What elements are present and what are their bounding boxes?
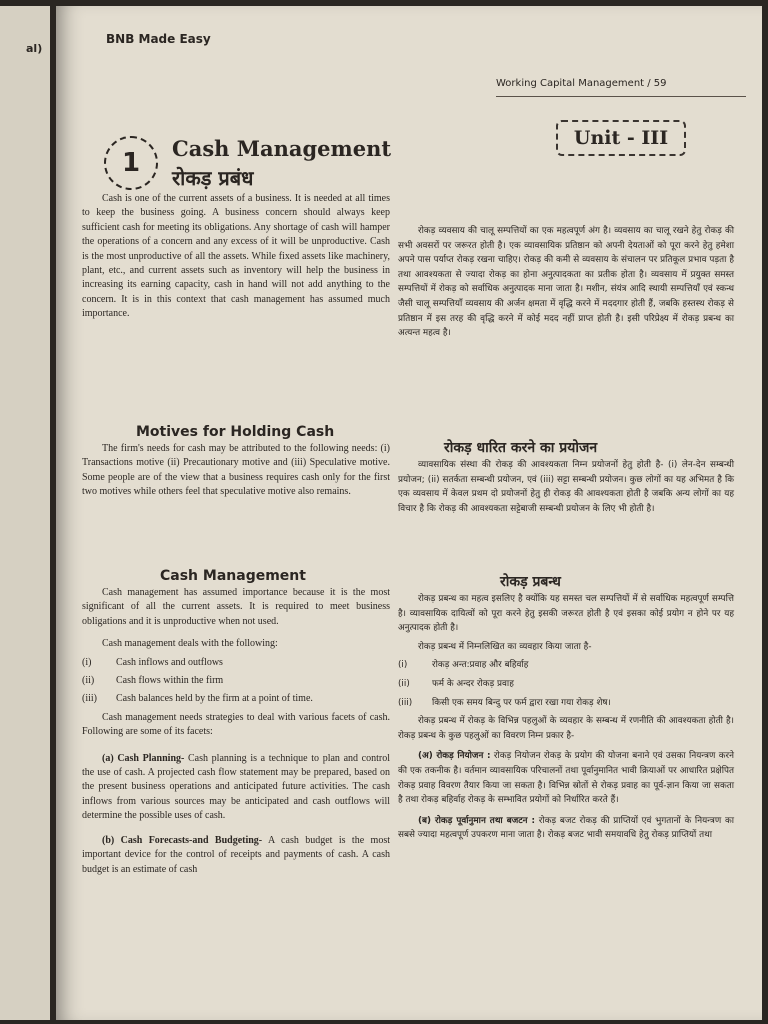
- list-item: [398, 658, 734, 673]
- motives-paragraph: The firm's needs for cash may be attributed to the following needs: (i) Transactions motive (ii) Precautionary motive and (iii) Speculative motive. Some people are of the view that a business requires cash only for the first two motives while others feel that speculative motive also remains.: [82, 443, 390, 498]
- list-marker: (iii): [398, 697, 413, 708]
- motives-paragraph-hindi: व्यावसायिक संस्था की रोकड़ की आवश्यकता निम्न प्रयोजनों हेतु होती है- (i) लेन-देन सम्बन्धी प्रयोजन; (ii) सतर्कता सम्बन्धी प्रयोजन, एवं (iii) सट्टा सम्बन्धी प्रयोजन। कुछ लोगों का यह अभिमत है कि एक व्यवसाय में केवल प्रथम दो प्रयोजनों हेतु ही रोकड़ की आवश्यकता होती है जबकि अन्य लोगों का यह विचार है कि रोकड़ की आवश्यकता सट्टेबाजी सम्बन्धी प्रयोजन के लिए भी होती है।: [398, 460, 734, 514]
- previous-page-edge: [0, 6, 50, 1020]
- list-text: फर्म के अन्दर रोकड़ प्रवाह: [432, 678, 514, 689]
- cm-deals-line: Cash management deals with the following:: [102, 638, 278, 650]
- intro-paragraph-hindi: रोकड़ व्यवसाय की चालू सम्पत्तियों का एक महत्वपूर्ण अंग है। व्यवसाय का चालू रखने हेतु रोकड़ की सभी अवसरों पर जरूरत होती है। एक व्यावसायिक प्रतिष्ठान को अपनी देयताओं को पूरा करने हेतु हमेशा अपने पास पर्याप्त रोकड़ रखना चाहिए। रोकड़ की कमी से व्यवसाय के संचालन पर प्रतिकूल प्रभाव पड़ता है तथा आवश्यकता से ज्यादा रोकड़ का होना अनुत्पादकता का प्रतीक होता है। व्यवसाय में प्रयुक्त समस्त सम्पत्तियों में रोकड़ को सर्वाधिक अनुत्पादक माना जाता है। मशीन, संयंत्र आदि स्थायी सम्पत्तियाँ एवं स्कन्ध जैसी चालू सम्पत्तियाँ व्यवसाय की अर्जन क्षमता में वृद्धि करने में मददगार होती हैं, जबकि हस्तस्थ रोकड़ से प्रतिष्ठान में इस तरह की वृद्धि करने में कोई मदद नहीं प्राप्त होती है। इसी परिप्रेक्ष्य में रोकड़ प्रबन्ध का अत्यन्त महत्व है।: [398, 226, 734, 339]
- list-marker: (ii): [398, 678, 410, 689]
- book-title: BNB Made Easy: [106, 32, 211, 46]
- planning-text: रोकड़ नियोजन रोकड़ के प्रयोग की योजना बनाने एवं उसका नियन्त्रण करने की एक तकनीक है। वर्तमान व्यावसायिक परिचालनों तथा पूर्वानुमानित भावी क्रियाओं पर आधारित प्रक्षेपित रोकड़ प्रवाह विवरण तैयार किया जा सकता है। विभिन्न स्रोतों से रोकड़ प्रवाह का पूर्व-ज्ञान किया जा सकता है तथा रोकड़ बहिर्वाह रोकड़ के सम्भावित प्रयोगों को निर्धारित करते हैं।: [398, 751, 734, 806]
- list-item: [398, 677, 734, 692]
- english-intro: [82, 192, 390, 326]
- hindi-intro: [398, 224, 734, 345]
- motives-text-english: [82, 442, 390, 504]
- strategies-paragraph-hindi: रोकड़ प्रबन्ध में रोकड़ के विभिन्न पहलुओं के व्यवहार के सम्बन्ध में रणनीति की आवश्यकता होती है। रोकड़ प्रबन्ध के कुछ पहलुओं का विवरण निम्न प्रकार है-: [398, 716, 734, 741]
- cm-deals-line-hindi: रोकड़ प्रबन्ध में निम्नलिखित का व्यवहार किया जाता है-: [418, 641, 592, 652]
- previous-page-fragment: al): [26, 42, 43, 55]
- forecast-paragraph-hindi: [398, 814, 734, 843]
- list-marker: (i): [82, 656, 92, 668]
- cm-paragraph-hindi: रोकड़ प्रबन्ध का महत्व इसलिए है क्योंकि यह समस्त चल सम्पत्तियों में से सर्वाधिक महत्वपूर्ण सम्पत्ति है। व्यावसायिक दायित्वों को पूरा करने हेतु इसकी जरूरत होती है एवं इसका कोई प्रयोग न होने पर यह अनुत्पादक होती है।: [398, 594, 734, 634]
- planning-paragraph: [82, 752, 390, 824]
- intro-paragraph: Cash is one of the current assets of a business. It is needed at all times to keep the business going. A business concern should always keep sufficient cash for meeting its obligations. Any shortage of cash will hamper the operations of a concern and any excess of it will be unproductive. Cash is the most unproductive of all the assets. While fixed assets like machinery, plant, etc., and current assets such as inventory will help the business in increasing its earning capacity, cash in hand will not add anything to the concern. It is in this context that cash management has assumed much importance.: [82, 193, 390, 320]
- chapter-number-badge: 1: [104, 136, 158, 190]
- strategies-paragraph: Cash management needs strategies to deal with various facets of cash. Following are some of its facets:: [82, 711, 390, 738]
- forecast-text: रोकड़ बजट रोकड़ की प्राप्तियों एवं भुगतानों के नियन्त्रण का सबसे ज्यादा महत्वपूर्ण उपकरण माना जाता है। रोकड़ बजट भावी समयावधि हेतु रोकड़ प्राप्तियों तथा: [398, 815, 734, 841]
- cash-management-heading-english: Cash Management: [160, 568, 306, 584]
- unit-label: Unit - III: [556, 120, 686, 156]
- list-text: Cash inflows and outflows: [116, 656, 223, 668]
- motives-heading-english: Motives for Holding Cash: [136, 424, 335, 440]
- forecast-text: A cash budget is the most important device for the control of receipts and payments of cash. A cash budget is an estimate of cash: [82, 834, 390, 875]
- list-item: [82, 656, 390, 670]
- motives-heading-hindi: रोकड़ धारित करने का प्रयोजन: [444, 440, 598, 456]
- planning-label: (a) Cash Planning-: [102, 752, 185, 764]
- motives-text-hindi: [398, 458, 734, 520]
- list-text: किसी एक समय बिन्दु पर फर्म द्वारा रखा गया रोकड़ शेष।: [432, 697, 611, 708]
- list-text: रोकड़ अन्त:प्रवाह और बहिर्वाह: [432, 660, 529, 671]
- cash-management-section-english: [82, 586, 390, 881]
- forecast-paragraph: [82, 834, 390, 877]
- planning-paragraph-hindi: [398, 749, 734, 807]
- list-item: [82, 674, 390, 688]
- list-marker: (ii): [82, 675, 95, 687]
- book-page: [56, 6, 762, 1020]
- cm-paragraph: Cash management has assumed importance because it is the most significant of all the current assets. It is required to meet business obligations and it is unproductive when not used.: [82, 587, 390, 627]
- list-marker: (iii): [82, 693, 97, 705]
- forecast-label: (b) Cash Forecasts-and Budgeting-: [102, 834, 263, 846]
- list-text: Cash balances held by the firm at a point of time.: [116, 693, 313, 705]
- planning-label: (अ) रोकड़ नियोजन :: [418, 751, 491, 762]
- planning-text: Cash planning is a technique to plan and control the use of cash. A projected cash flow statement may be prepared, based on the present business operations and anticipated future activities. The cash inflows from various sources may be anticipated and cash outflows will determine the possible uses of cash.: [82, 752, 391, 822]
- chapter-title-english: Cash Management: [172, 136, 392, 161]
- list-item: [398, 696, 734, 711]
- header-rule: [496, 96, 746, 97]
- chapter-title-hindi: रोकड़ प्रबंध: [172, 166, 254, 190]
- running-header: Working Capital Management / 59: [496, 78, 667, 89]
- cash-management-section-hindi: [398, 592, 734, 847]
- cash-management-heading-hindi: रोकड़ प्रबन्ध: [500, 574, 561, 590]
- list-item: [82, 692, 390, 706]
- forecast-label: (ब) रोकड़ पूर्वानुमान तथा बजटन :: [418, 815, 536, 826]
- list-marker: (i): [398, 660, 408, 671]
- list-text: Cash flows within the firm: [116, 675, 224, 687]
